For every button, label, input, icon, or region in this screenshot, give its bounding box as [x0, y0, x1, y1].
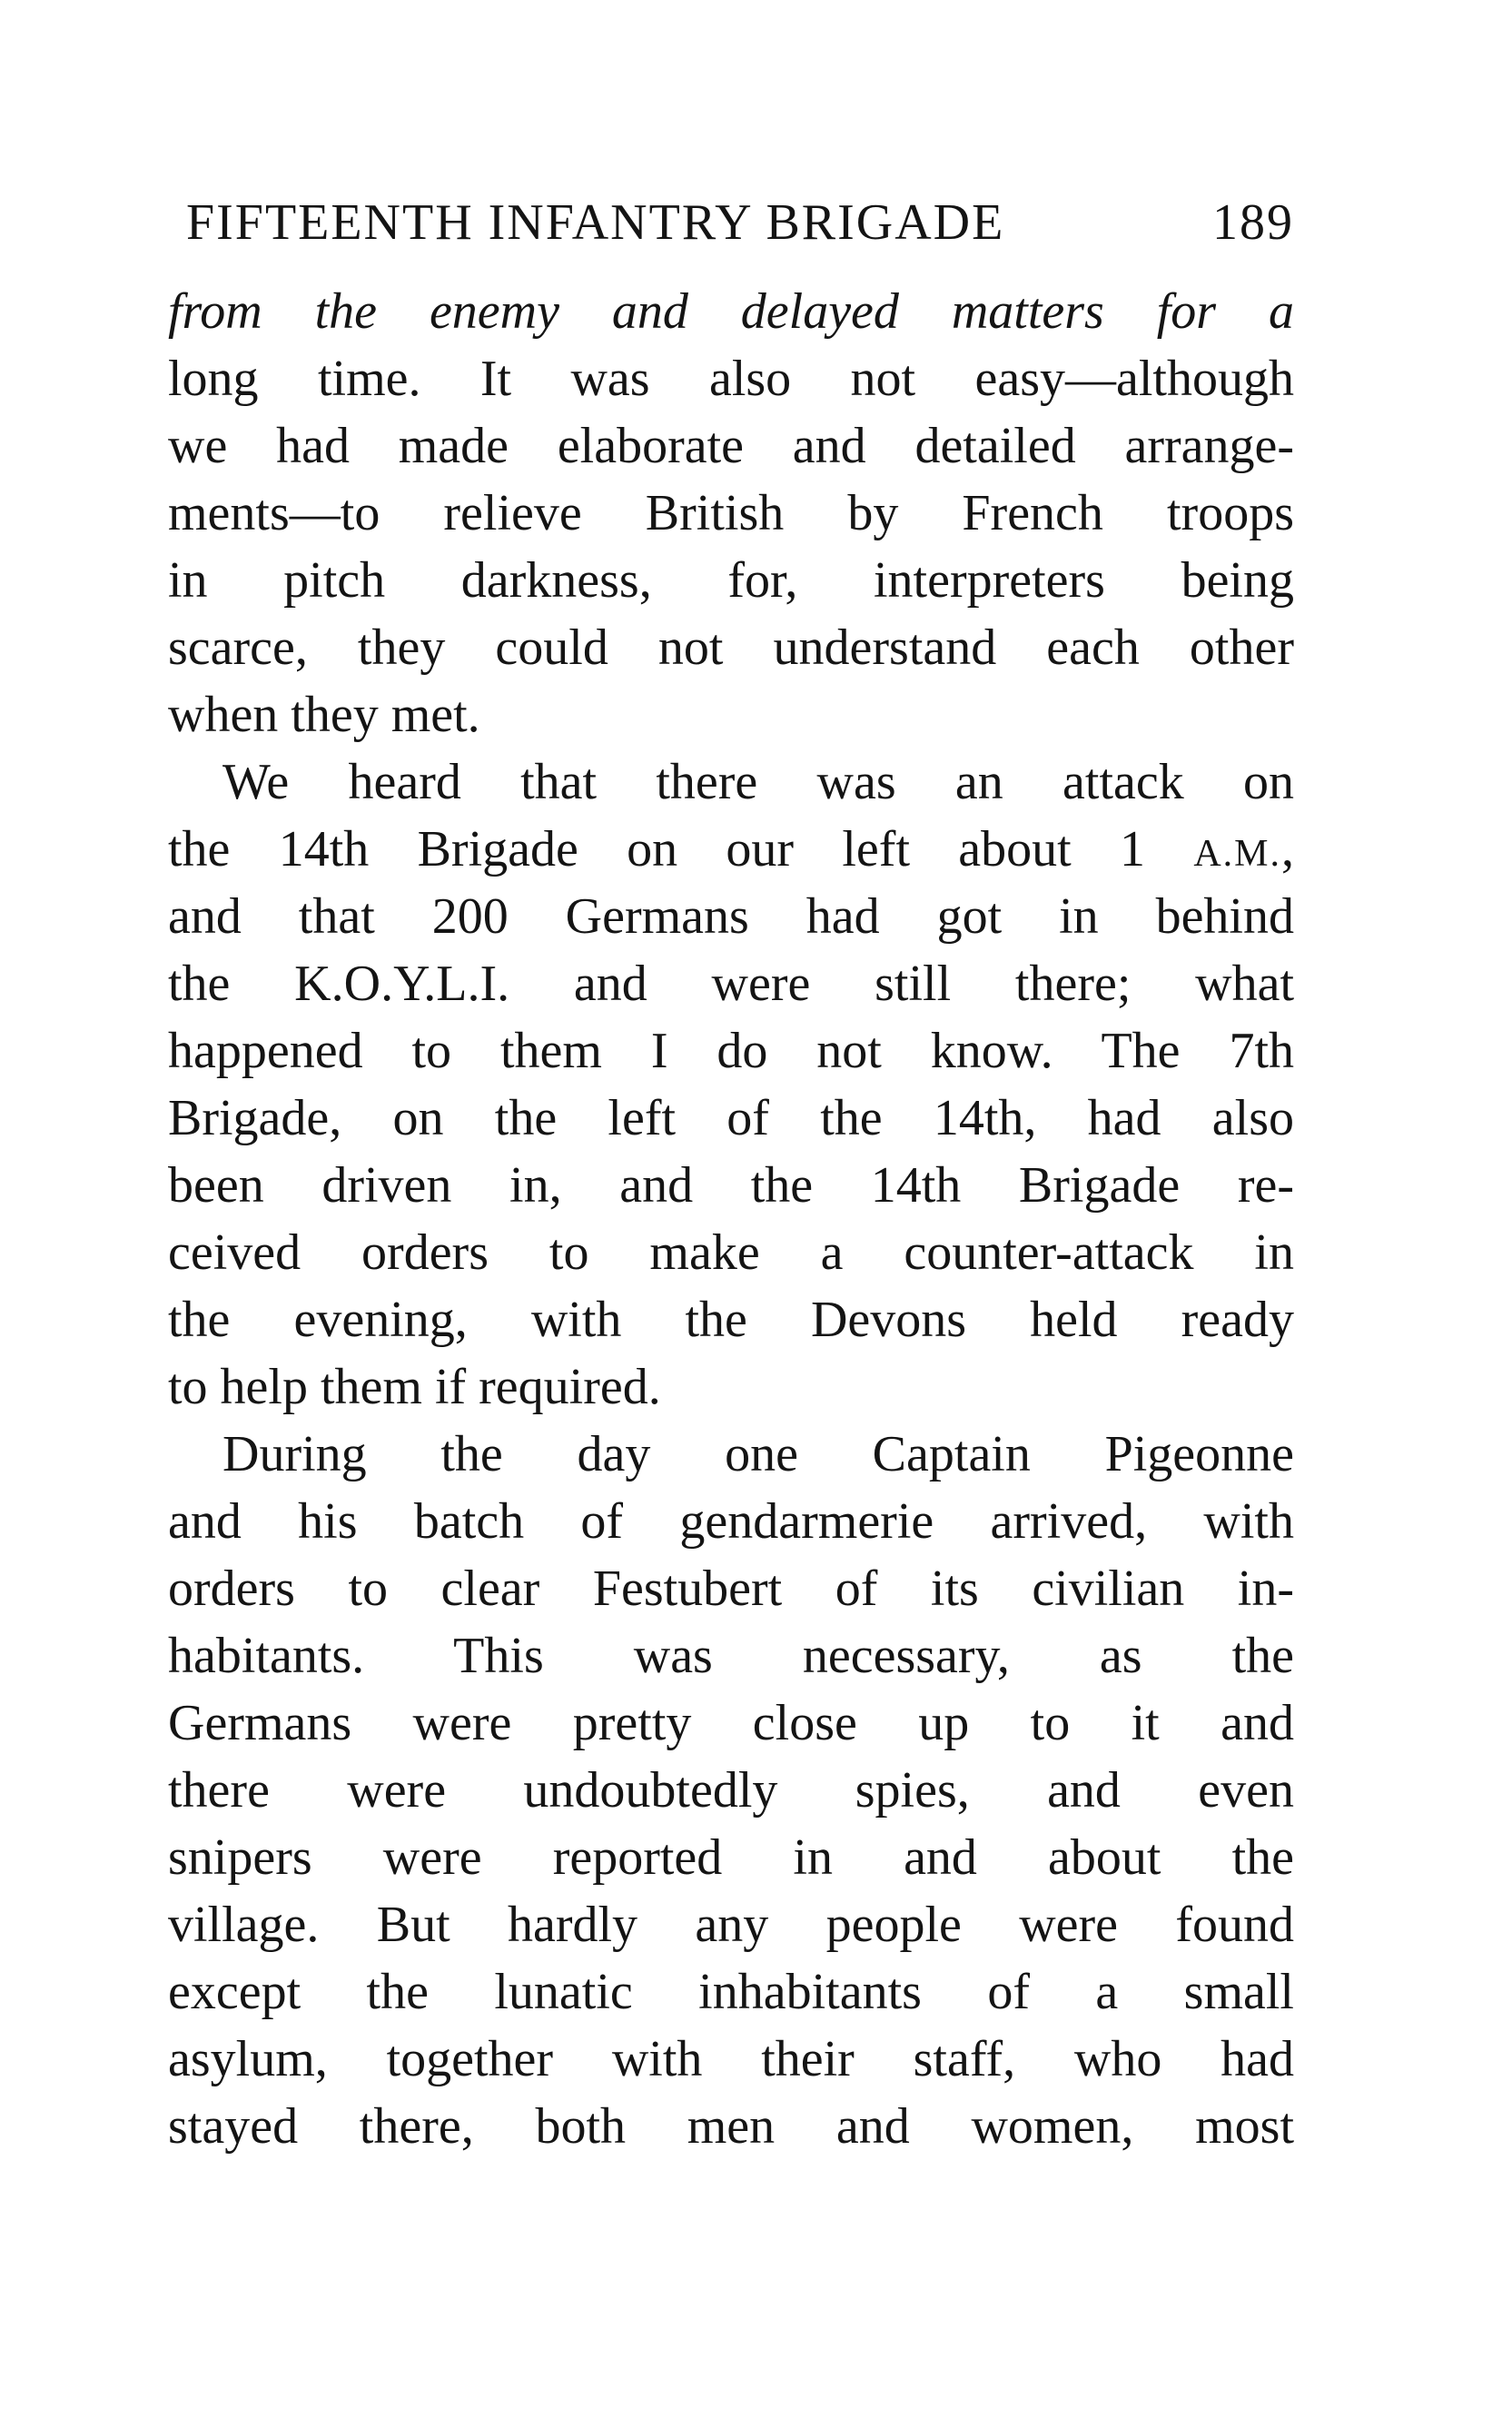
paragraph-first-line: During the day one Captain Pigeonne — [222, 1426, 1294, 1482]
paragraph-first-line: We heard that there was an attack on — [222, 754, 1294, 810]
text-line: ceived orders to make a counter-attack in — [168, 1224, 1294, 1281]
running-head — [186, 191, 1294, 254]
text-line: there were undoubtedly spies, and even — [168, 1762, 1294, 1819]
text-line: Brigade, on the left of the 14th, had also — [168, 1090, 1294, 1146]
text-line: the K.O.Y.L.I. and were still there; what — [168, 956, 1294, 1012]
text-line: long time. It was also not easy—although — [168, 351, 1294, 407]
text-line: habitants. This was necessary, as the — [168, 1628, 1294, 1684]
text-line: scarce, they could not understand each other — [168, 619, 1294, 676]
text-line: to help them if required. — [168, 1359, 661, 1415]
text-line: orders to clear Festubert of its civilian in- — [168, 1561, 1294, 1617]
text-line: in pitch darkness, for, interpreters being — [168, 552, 1294, 609]
text-line: the evening, with the Devons held ready — [168, 1292, 1294, 1348]
text-line: ments—to relieve British by French troops — [168, 485, 1294, 541]
text-line: and his batch of gendarmerie arrived, with — [168, 1493, 1294, 1550]
small-caps-time: A.M. — [1193, 833, 1281, 875]
text-line: except the lunatic inhabitants of a small — [168, 1964, 1294, 2020]
text-line: Germans were pretty close up to it and — [168, 1695, 1294, 1751]
text-line: happened to them I do not know. The 7th — [168, 1023, 1294, 1079]
text-line: from the enemy and delayed matters for a — [168, 283, 1294, 340]
text-line: been driven in, and the 14th Brigade re- — [168, 1157, 1294, 1214]
text-line — [168, 816, 1294, 883]
text-line: asylum, together with their staff, who had — [168, 2031, 1294, 2087]
text-line: and that 200 Germans had got in behind — [168, 888, 1294, 945]
text-line: stayed there, both men and women, most — [168, 2098, 1294, 2155]
text-segment: the 14th Brigade on our left about 1 — [168, 821, 1194, 877]
chapter-title: FIFTEENTH INFANTRY BRIGADE — [186, 194, 1005, 251]
text-line: when they met. — [168, 687, 480, 743]
text-segment: , — [1281, 821, 1294, 877]
page-number: 189 — [1212, 194, 1294, 251]
text-line: snipers were reported in and about the — [168, 1829, 1294, 1886]
text-line: we had made elaborate and detailed arrange- — [168, 418, 1294, 474]
text-line: village. But hardly any people were found — [168, 1897, 1294, 1953]
body-text — [168, 278, 1294, 2160]
